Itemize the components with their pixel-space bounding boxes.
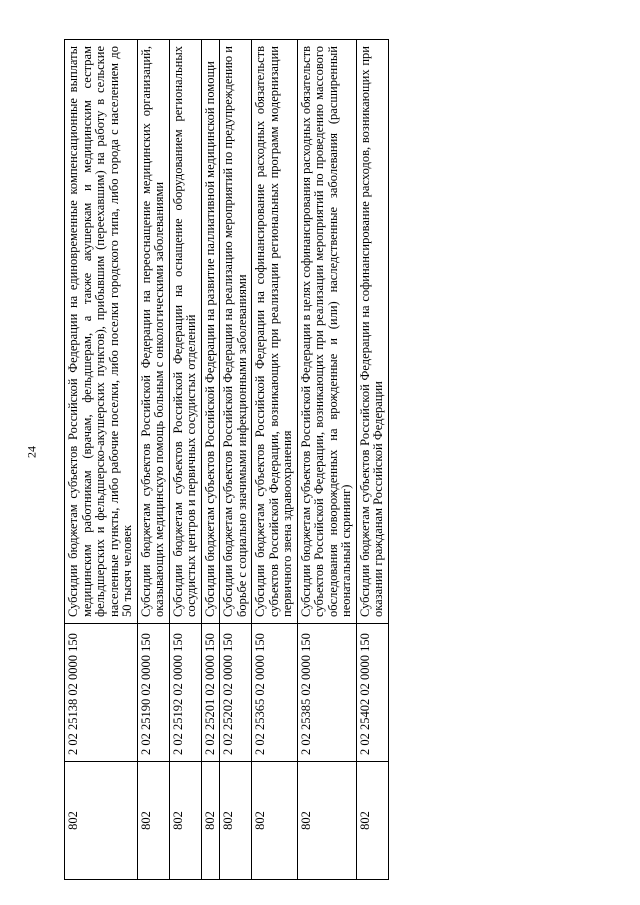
- table-row: [220, 40, 252, 880]
- table-row: [201, 40, 220, 880]
- table-row: [297, 40, 356, 880]
- revenue-name-cell: Субсидии бюджетам субъектов Российской Федерации в целях софинансирования расходных обязательств субъектов Российской Федерации, возникающих при реализации мероприятий по проведению массового обследования новорожденных на врожденные и (или) наследственные заболевания (расширенный неонатальный скрининг): [297, 40, 356, 624]
- budget-code-cell: 2 02 25402 02 0000 150: [356, 624, 388, 762]
- revenue-name-cell: Субсидии бюджетам субъектов Российской Федерации на оснащение оборудованием региональных сосудистых центров и первичных сосудистых отделений: [169, 40, 201, 624]
- revenue-name-cell: Субсидии бюджетам субъектов Российской Федерации на переоснащение медицинских организаций, оказывающих медицинскую помощь больным с онкологическими заболеваниями: [137, 40, 169, 624]
- administrator-code-cell: 802: [137, 762, 169, 880]
- budget-code-cell: 2 02 25138 02 0000 150: [65, 624, 138, 762]
- administrator-code-cell: 802: [220, 762, 252, 880]
- budget-code-cell: 2 02 25202 02 0000 150: [220, 624, 252, 762]
- table-row: [252, 40, 298, 880]
- administrator-code-cell: 802: [169, 762, 201, 880]
- page-number: 24: [24, 446, 39, 458]
- administrator-code-cell: 802: [356, 762, 388, 880]
- revenue-name-cell: Субсидии бюджетам субъектов Российской Федерации на реализацию мероприятий по предупреждению и борьбе с социально значимыми инфекционными заболеваниями: [220, 40, 252, 624]
- revenue-name-cell: Субсидии бюджетам субъектов Российской Федерации на развитие паллиативной медицинской помощи: [201, 40, 220, 624]
- table-row: [137, 40, 169, 880]
- budget-code-cell: 2 02 25385 02 0000 150: [297, 624, 356, 762]
- revenue-name-cell: Субсидии бюджетам субъектов Российской Федерации на софинансирование расходов, возникающих при оказании гражданам Российской Федерации: [356, 40, 388, 624]
- administrator-code-cell: 802: [297, 762, 356, 880]
- rotated-page: [64, 40, 580, 880]
- administrator-code-cell: 802: [252, 762, 298, 880]
- table-row: [169, 40, 201, 880]
- budget-classification-table: [64, 39, 389, 880]
- budget-code-cell: 2 02 25201 02 0000 150: [201, 624, 220, 762]
- budget-code-cell: 2 02 25192 02 0000 150: [169, 624, 201, 762]
- table-row: [65, 40, 138, 880]
- administrator-code-cell: 802: [201, 762, 220, 880]
- administrator-code-cell: 802: [65, 762, 138, 880]
- budget-code-cell: 2 02 25365 02 0000 150: [252, 624, 298, 762]
- revenue-name-cell: Субсидии бюджетам субъектов Российской Федерации на единовременные компенсационные выплаты медицинским работникам (врачам, фельдшерам, а также акушеркам и медицинским сестрам фельдшерских и фельдшерско-акушерских пунктов), прибывшим (переехавшим) на работу в сельские населенные пункты, либо рабочие поселки, либо поселки городского типа, либо города с населением до 50 тысяч человек: [65, 40, 138, 624]
- budget-code-cell: 2 02 25190 02 0000 150: [137, 624, 169, 762]
- revenue-name-cell: Субсидии бюджетам субъектов Российской Федерации на софинансирование расходных обязательств субъектов Российской Федерации, возникающих при реализации региональных программ модернизации первичного звена здравоохранения: [252, 40, 298, 624]
- table-row: [356, 40, 388, 880]
